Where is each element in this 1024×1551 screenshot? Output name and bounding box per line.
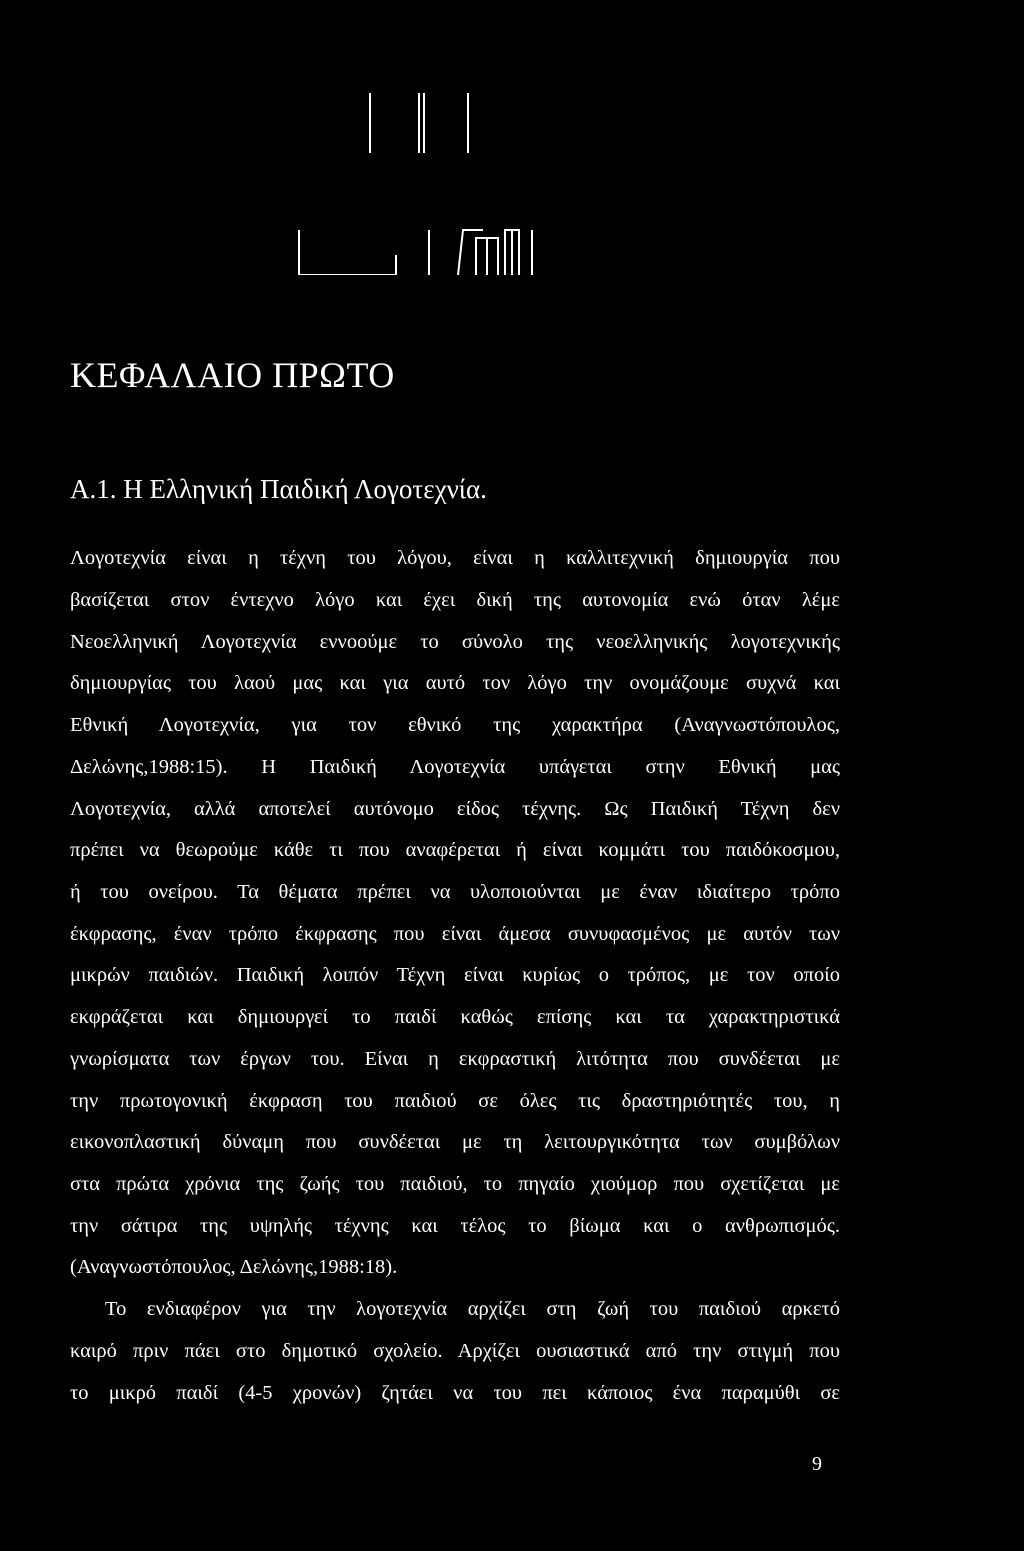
paragraph-line: μικρών παιδιών. Παιδική λοιπόν Τέχνη είναι κυρίως ο τρόπος, με τον οποίο <box>70 964 840 986</box>
paragraph-line: Νεοελληνική Λογοτεχνία εννοούμε το σύνολο της νεοελληνικής λογοτεχνικής <box>70 631 840 653</box>
paragraph-line: καιρό πριν πάει στο δημοτικό σχολείο. Αρχίζει ουσιαστικά από την στιγμή που <box>70 1340 840 1362</box>
paragraph-line: την πρωτογονική έκφραση του παιδιού σε όλες τις δραστηριότητές του, η <box>70 1090 840 1112</box>
paragraph-line: στα πρώτα χρόνια της ζωής του παιδιού, το πηγαίο χιούμορ που σχετίζεται με <box>70 1173 840 1195</box>
paragraph-line: έκφρασης, έναν τρόπο έκφρασης που είναι άμεσα συνυφασμένος με αυτόν των <box>70 923 840 945</box>
paragraph-line: εκφράζεται και δημιουργεί το παιδί καθώς επίσης και τα χαρακτηριστικά <box>70 1006 840 1028</box>
paragraph-line: γνωρίσματα των έργων του. Είναι η εκφραστική λιτότητα που συνδέεται με <box>70 1048 840 1070</box>
graphic-mark <box>285 85 545 275</box>
paragraph-line: βασίζεται στον έντεχνο λόγο και έχει δική της αυτονομία ενώ όταν λέμε <box>70 589 840 611</box>
paragraph-line: Το ενδιαφέρον για την λογοτεχνία αρχίζει στη ζωή του παιδιού αρκετό <box>105 1298 840 1320</box>
paragraph-line: Δελώνης,1988:15). Η Παιδική Λογοτεχνία υπάγεται στην Εθνική μας <box>70 756 840 778</box>
paragraph-line: Λογοτεχνία είναι η τέχνη του λόγου, είναι η καλλιτεχνική δημιουργία που <box>70 547 840 569</box>
paragraph-line: την σάτιρα της υψηλής τέχνης και τέλος το βίωμα και ο ανθρωπισμός. <box>70 1215 840 1237</box>
paragraph-line: (Αναγνωστόπουλος, Δελώνης,1988:18). <box>70 1256 398 1278</box>
page-number: 9 <box>812 1453 822 1475</box>
paragraph-line: πρέπει να θεωρούμε κάθε τι που αναφέρεται ή είναι κομμάτι του παιδόκοσμου, <box>70 839 840 861</box>
paragraph-line: εικονοπλαστική δύναμη που συνδέεται με τη λειτουργικότητα των συμβόλων <box>70 1131 840 1153</box>
paragraph-line: ή του ονείρου. Τα θέματα πρέπει να υλοποιούνται με έναν ιδιαίτερο τρόπο <box>70 881 840 903</box>
section-title: Α.1. Η Ελληνική Παιδική Λογοτεχνία. <box>70 474 487 504</box>
chapter-title: ΚΕΦΑΛΑΙΟ ΠΡΩΤΟ <box>70 355 395 395</box>
paragraph-line: δημιουργίας του λαού μας και για αυτό τον λόγο την ονομάζουμε συχνά και <box>70 672 840 694</box>
paragraph-line: το μικρό παιδί (4-5 χρονών) ζητάει να του πει κάποιος ένα παραμύθι σε <box>70 1382 840 1404</box>
paragraph-line: Εθνική Λογοτεχνία, για τον εθνικό της χαρακτήρα (Αναγνωστόπουλος, <box>70 714 840 736</box>
paragraph-line: Λογοτεχνία, αλλά αποτελεί αυτόνομο είδος τέχνης. Ως Παιδική Τέχνη δεν <box>70 798 840 820</box>
